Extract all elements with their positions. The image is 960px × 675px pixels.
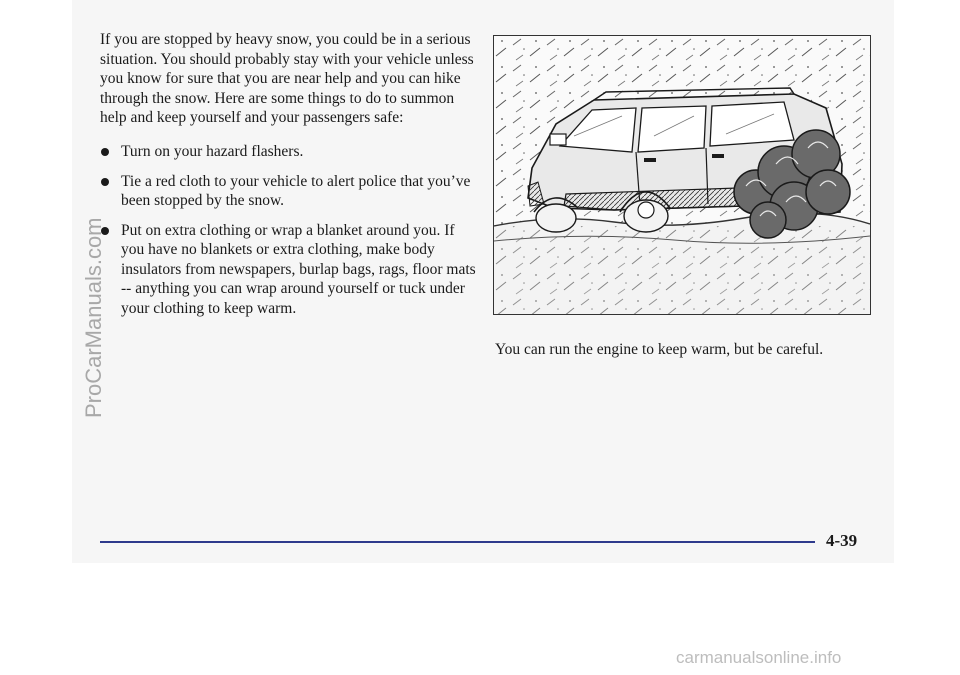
- footer-watermark: carmanualsonline.info: [676, 648, 842, 667]
- list-item: [100, 172, 480, 211]
- list-item: [100, 142, 480, 162]
- list-item-text: Put on extra clothing or wrap a blanket around you. If you have no blankets or extra clothing, make body insulators from newspapers, burlap bags, rags, floor mats -- anything you can wrap around yourself or tuck under your clothing to keep warm.: [121, 221, 476, 317]
- list-item-text: Turn on your hazard flashers.: [121, 143, 304, 160]
- bullet-icon: [101, 148, 109, 156]
- snowbound-vehicle-illustration: [493, 35, 871, 315]
- list-item: [100, 221, 480, 319]
- intro-paragraph: If you are stopped by heavy snow, you could be in a serious situation. You should probably stay with your vehicle unless you know for sure that you are near help and you can hike through the snow. Here are some things to do to summon help and keep yourself and your passengers safe:: [100, 31, 474, 126]
- footer-rule: [100, 541, 815, 543]
- safety-tips-list: [100, 142, 480, 328]
- list-item-text: Tie a red cloth to your vehicle to alert police that you’ve been stopped by the snow.: [121, 172, 471, 209]
- illustration-caption: You can run the engine to keep warm, but be careful.: [495, 341, 824, 358]
- bullet-icon: [101, 178, 109, 186]
- snowbound-vehicle-exhaust-icon: [494, 36, 870, 314]
- side-watermark: ProCarManuals.com: [81, 217, 106, 418]
- page-number: 4-39: [826, 531, 858, 550]
